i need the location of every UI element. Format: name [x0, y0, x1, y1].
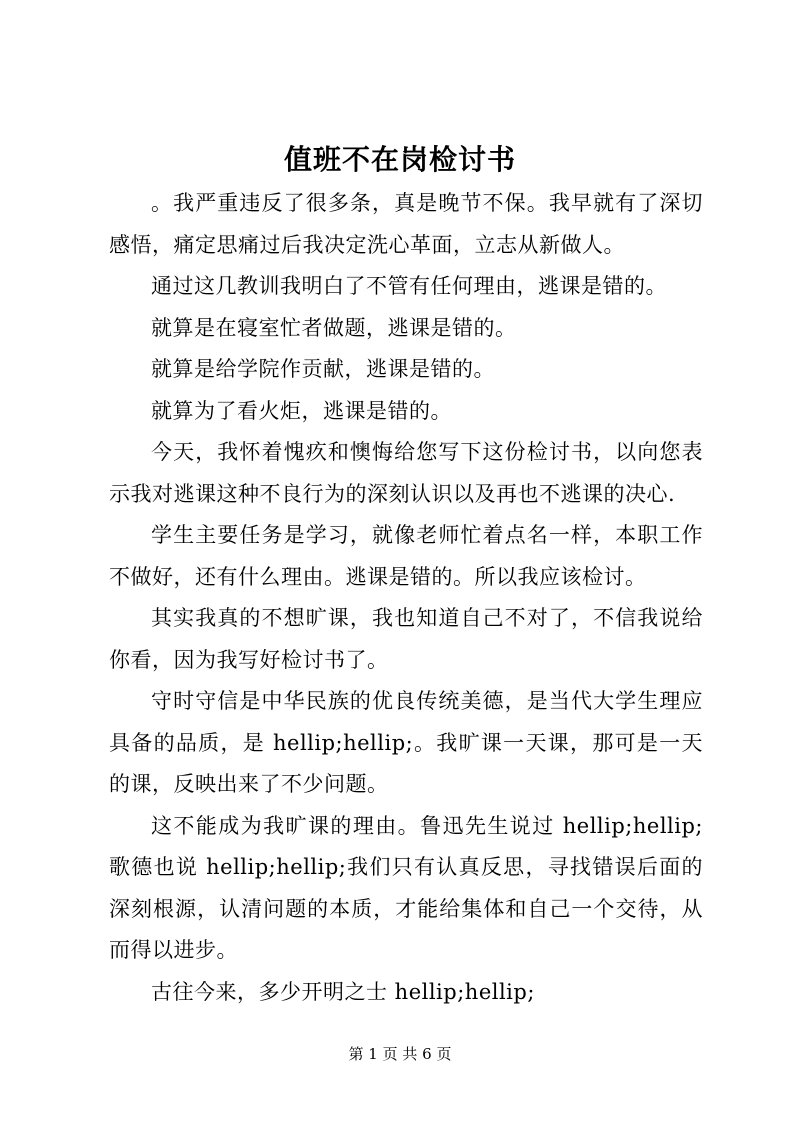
paragraph: 其实我真的不想旷课，我也知道自己不对了，不信我说给你看，因为我写好检讨书了。 — [109, 606, 703, 672]
paragraph: 。我严重违反了很多条，真是晚节不保。我早就有了深切感悟，痛定思痛过后我决定洗心革面，立志从新做人。 — [109, 191, 703, 257]
paragraph: 古往今来，多少开明之士 hellip;hellip; — [151, 979, 535, 1004]
paragraph: 通过这几教训我明白了不管有任何理由，逃课是错的。 — [151, 274, 667, 298]
paragraph: 就算为了看火炬，逃课是错的。 — [151, 398, 452, 423]
page-footer: 第 1 页 共 6 页 — [348, 1045, 452, 1063]
paragraph: 就算是给学院作贡献，逃课是错的。 — [151, 357, 495, 381]
page-title: 值班不在岗检讨书 — [283, 143, 516, 176]
paragraph: 守时守信是中华民族的优良传统美德，是当代大学生理应具备的品质，是 hellip;hellip;。我旷课一天课，那可是一天的课，反映出来了不少问题。 — [109, 689, 703, 796]
document-body — [109, 183, 703, 1013]
paragraph: 这不能成为我旷课的理由。鲁迅先生说过 hellip;hellip;歌德也说 hellip;hellip;我们只有认真反思，寻找错误后面的深刻根源，认清问题的本质，才能给集体和自己一个交待，从而得以进步。 — [109, 813, 703, 962]
paragraph: 今天，我怀着愧疚和懊悔给您写下这份检讨书，以向您表示我对逃课这种不良行为的深刻认识以及再也不逃课的决心. — [109, 440, 703, 506]
paragraph: 学生主要任务是学习，就像老师忙着点名一样，本职工作不做好，还有什么理由。逃课是错的。所以我应该检讨。 — [109, 523, 703, 589]
paragraph: 就算是在寝室忙者做题，逃课是错的。 — [151, 315, 517, 340]
